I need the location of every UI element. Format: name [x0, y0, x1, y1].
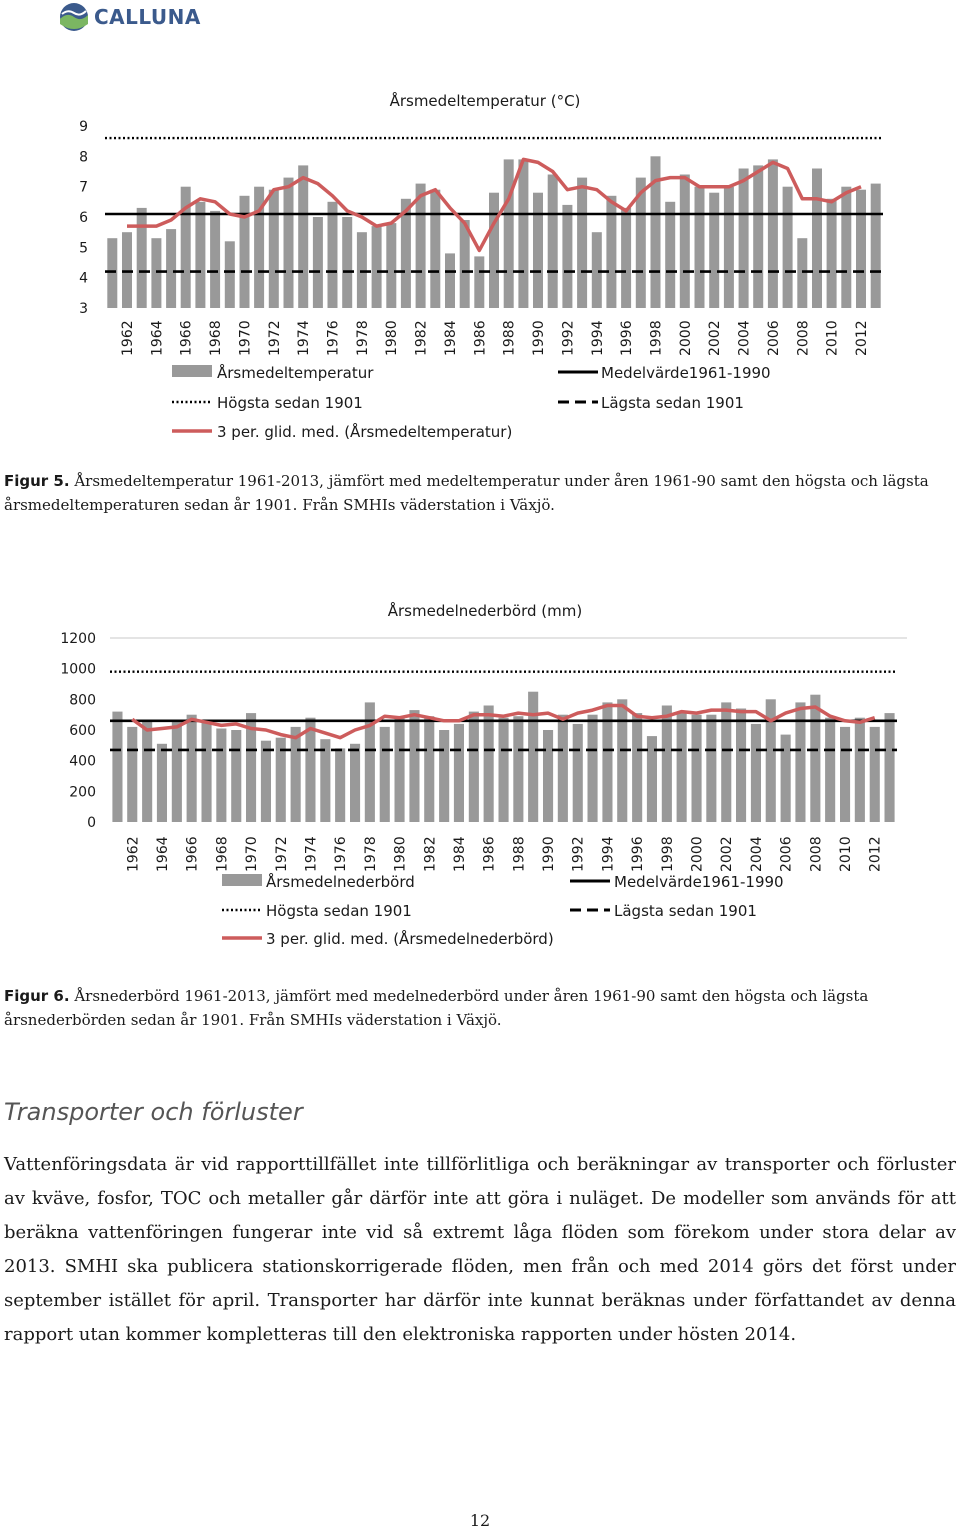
- x-tick-label: 1990: [531, 320, 547, 356]
- bar-1992: [573, 724, 583, 822]
- x-tick-label: 2000: [677, 320, 694, 356]
- x-tick-label: 1962: [125, 836, 142, 872]
- x-tick-label: 1996: [630, 836, 647, 872]
- x-tick-label: 2000: [689, 836, 706, 872]
- bar-1976: [335, 748, 345, 822]
- bar-1972: [269, 190, 279, 308]
- figure-5-label: Figur 5.: [4, 472, 70, 490]
- bar-1969: [231, 730, 241, 822]
- bar-1994: [592, 232, 602, 308]
- section-heading: Transporter och förluster: [4, 1098, 303, 1126]
- x-tick-label: 1990: [541, 836, 557, 872]
- x-tick-label: 1962: [120, 320, 136, 356]
- bar-1987: [499, 718, 509, 822]
- x-tick-label: 1980: [384, 320, 401, 356]
- legend-label: Årsmedeltemperatur: [217, 364, 374, 382]
- x-tick-label: 1978: [354, 320, 371, 356]
- y-tick-label: 6: [79, 210, 88, 226]
- legend-item: [558, 364, 771, 382]
- x-tick-label: 1992: [560, 320, 577, 356]
- temperature-chart: [0, 80, 960, 525]
- bar-1967: [202, 722, 212, 822]
- bar-2004: [751, 724, 761, 822]
- x-tick-label: 1984: [452, 836, 468, 872]
- bar-1966: [187, 715, 197, 822]
- y-tick-label: 200: [69, 784, 96, 801]
- legend-item: [558, 394, 744, 412]
- figure-6-label: Figur 6.: [4, 987, 70, 1005]
- bar-1979: [372, 226, 382, 308]
- x-tick-label: 1972: [266, 320, 283, 356]
- legend-item: [172, 422, 512, 441]
- legend-label: Medelvärde1961-1990: [601, 364, 771, 382]
- bar-1978: [357, 232, 367, 308]
- x-tick-label: 2004: [748, 836, 765, 872]
- bar-1979: [380, 727, 390, 822]
- x-tick-label: 1970: [237, 320, 254, 356]
- precipitation-chart: [0, 590, 960, 975]
- bar-2000: [692, 715, 702, 822]
- bar-1993: [577, 178, 587, 308]
- page-number: 12: [469, 1511, 491, 1530]
- bar-2009: [812, 169, 822, 309]
- y-tick-label: 600: [69, 723, 96, 739]
- y-tick-label: 7: [79, 179, 88, 196]
- legend-label: Medelvärde1961-1990: [614, 873, 784, 891]
- section-body: Vattenföringsdata är vid rapporttillfället inte tillförlitliga och beräkningar av transporter och förluster av kväve, fosfor, TOC och metaller går därför inte att göra i nuläget. De modeller som används för att beräkna vattenföringen fungerar inte vid så extremt låga flöden som förekom under stora delar av 2013. SMHI ska publicera stationskorrigerade flöden, men från och med 2014 görs det först under september istället för april. Transporter har därför inte kunnat beräknas under författandet av denna rapport utan kommer kompletteras till den elektroniska rapporten under hösten 2014.: [4, 1154, 956, 1345]
- bar-1970: [240, 196, 250, 308]
- bar-1995: [606, 196, 616, 308]
- calluna-logo: [58, 2, 201, 32]
- legend-label: Högsta sedan 1901: [217, 394, 363, 412]
- bar-2001: [695, 187, 705, 308]
- bar-1990: [543, 730, 553, 822]
- calluna-logo-icon: [58, 2, 90, 32]
- x-tick-label: 1964: [149, 320, 166, 356]
- legend-symbol-bar: [172, 365, 212, 377]
- bar-1969: [225, 241, 235, 308]
- bar-2007: [783, 187, 793, 308]
- legend-item: [222, 902, 412, 920]
- chart-title: Årsmedeltemperatur (°C): [389, 92, 581, 110]
- legend-label: Lägsta sedan 1901: [614, 902, 757, 920]
- bar-1977: [350, 744, 360, 822]
- x-tick-label: 1980: [392, 836, 409, 872]
- legend-item: [570, 873, 784, 891]
- y-tick-label: 1200: [60, 631, 96, 647]
- x-tick-label: 1966: [184, 836, 201, 872]
- x-tick-label: 1996: [619, 320, 636, 356]
- legend-label: 3 per. glid. med. (Årsmedelnederbörd): [266, 930, 554, 948]
- bar-1976: [328, 202, 338, 308]
- bar-1981: [409, 710, 419, 822]
- bar-1986: [484, 706, 494, 823]
- bar-1968: [210, 211, 220, 308]
- figure-6-caption-text: Årsnederbörd 1961-2013, jämfört med medelnederbörd under åren 1961-90 samt den högsta och lägsta årsnederbörden sedan år 1901. Från SMHIs väderstation i Växjö.: [4, 987, 869, 1029]
- bar-1988: [513, 716, 523, 822]
- legend-item: [222, 872, 415, 891]
- bar-1989: [528, 692, 538, 822]
- bar-1991: [548, 175, 558, 309]
- bar-2001: [706, 715, 716, 822]
- x-tick-label: 1966: [178, 320, 195, 356]
- bar-1983: [439, 730, 449, 822]
- x-tick-label: 1986: [472, 320, 489, 356]
- y-tick-label: 9: [79, 119, 88, 135]
- bar-1999: [665, 202, 675, 308]
- legend-label: 3 per. glid. med. (Årsmedeltemperatur): [217, 423, 513, 441]
- bar-1963: [137, 208, 147, 308]
- bar-1964: [151, 238, 161, 308]
- bar-1987: [489, 193, 499, 308]
- x-tick-label: 1964: [155, 836, 171, 872]
- bar-2003: [724, 187, 734, 308]
- y-tick-label: 1000: [60, 661, 96, 678]
- y-tick-label: 0: [87, 815, 96, 831]
- bar-2012: [870, 727, 880, 822]
- x-tick-label: 2004: [736, 320, 753, 356]
- bar-1982: [424, 716, 434, 822]
- bar-1999: [677, 712, 687, 822]
- y-tick-label: 5: [79, 240, 88, 257]
- x-tick-label: 2006: [778, 836, 795, 872]
- bar-2006: [768, 159, 778, 308]
- bar-2005: [753, 165, 763, 308]
- y-tick-label: 8: [79, 149, 88, 166]
- bar-1990: [533, 193, 543, 308]
- bar-2011: [841, 187, 851, 308]
- x-tick-label: 1986: [481, 836, 498, 872]
- y-tick-label: 4: [79, 270, 88, 287]
- legend-item: [570, 902, 757, 920]
- bar-1984: [454, 724, 464, 822]
- x-tick-label: 2006: [765, 320, 782, 356]
- bar-1984: [445, 253, 455, 308]
- y-tick-label: 400: [69, 753, 96, 770]
- bar-1986: [474, 256, 484, 308]
- bar-1993: [588, 715, 598, 822]
- bar-1975: [313, 217, 323, 308]
- x-tick-label: 1972: [273, 836, 290, 872]
- bar-1974: [298, 165, 308, 308]
- bar-1975: [320, 739, 330, 822]
- bar-2011: [855, 718, 865, 822]
- bar-2009: [825, 718, 835, 822]
- bar-1988: [504, 159, 514, 308]
- x-tick-label: 2012: [854, 320, 870, 356]
- bar-1977: [342, 217, 352, 308]
- bar-2002: [709, 193, 719, 308]
- bar-1992: [562, 205, 572, 308]
- bar-2013: [871, 184, 881, 308]
- x-tick-label: 1968: [208, 320, 225, 356]
- x-tick-label: 1976: [325, 320, 342, 356]
- x-tick-label: 2008: [795, 320, 812, 356]
- legend-item: [172, 363, 374, 382]
- bar-1985: [469, 712, 479, 822]
- x-tick-label: 1976: [333, 836, 350, 872]
- bar-1980: [386, 223, 396, 308]
- x-tick-label: 1970: [244, 836, 261, 872]
- bar-1989: [518, 159, 528, 308]
- x-tick-label: 1998: [659, 836, 676, 872]
- bar-1991: [558, 715, 568, 822]
- figure-6-caption: [4, 984, 944, 1032]
- figure-5-caption: [4, 469, 944, 517]
- bar-1973: [291, 727, 301, 822]
- legend-item: [172, 394, 363, 412]
- bar-1996: [632, 713, 642, 822]
- bar-1980: [395, 718, 405, 822]
- chart-title: Årsmedelnederbörd (mm): [387, 602, 583, 620]
- bar-2013: [885, 713, 895, 822]
- x-tick-label: 1974: [303, 836, 320, 872]
- x-tick-label: 1988: [501, 320, 518, 356]
- y-tick-label: 3: [79, 301, 88, 317]
- figure-5-caption-text: Årsmedeltemperatur 1961-2013, jämfört med medeltemperatur under åren 1961-90 samt den högsta och lägsta årsmedeltemperaturen sedan år 1901. Från SMHIs väderstation i Växjö.: [4, 472, 929, 514]
- bar-2006: [781, 735, 791, 822]
- x-tick-label: 2010: [838, 836, 854, 872]
- bar-2000: [680, 175, 690, 309]
- x-tick-label: 1984: [443, 320, 459, 356]
- x-tick-label: 2012: [867, 836, 884, 872]
- bar-2010: [840, 727, 850, 822]
- x-tick-label: 1982: [422, 836, 439, 872]
- bar-1982: [416, 184, 426, 308]
- x-tick-label: 1994: [600, 836, 617, 872]
- x-tick-label: 1978: [362, 836, 379, 872]
- bar-1996: [621, 208, 631, 308]
- bar-1964: [157, 744, 167, 822]
- x-tick-label: 1968: [214, 836, 231, 872]
- x-tick-label: 2010: [824, 320, 841, 356]
- bar-1962: [122, 232, 132, 308]
- x-tick-label: 1998: [648, 320, 665, 356]
- x-tick-label: 1994: [589, 320, 606, 356]
- bar-1962: [127, 727, 137, 822]
- bar-1965: [166, 229, 176, 308]
- legend-item: [222, 929, 554, 948]
- x-tick-label: 1988: [511, 836, 528, 872]
- x-tick-label: 1982: [413, 320, 430, 356]
- bar-2003: [736, 709, 746, 823]
- bar-1967: [195, 202, 205, 308]
- bar-1965: [172, 721, 182, 822]
- x-tick-label: 2008: [808, 836, 825, 872]
- legend-symbol-bar: [222, 874, 262, 886]
- x-tick-label: 1974: [296, 320, 313, 356]
- bar-1983: [430, 190, 440, 308]
- logo-text: CALLUNA: [94, 5, 201, 29]
- bar-1973: [284, 178, 294, 308]
- bar-1963: [142, 721, 152, 822]
- bar-1968: [216, 729, 226, 823]
- bar-2004: [739, 169, 749, 309]
- bar-1971: [261, 741, 271, 822]
- bar-1974: [305, 718, 315, 822]
- x-tick-label: 2002: [719, 836, 736, 872]
- bar-1995: [617, 699, 627, 822]
- legend-label: Årsmedelnederbörd: [266, 873, 415, 891]
- bar-1961: [112, 712, 122, 822]
- x-tick-label: 2002: [707, 320, 724, 356]
- bar-1961: [107, 238, 117, 308]
- y-tick-label: 800: [69, 692, 96, 709]
- bar-1998: [662, 706, 672, 823]
- legend-label: Lägsta sedan 1901: [601, 394, 744, 412]
- bar-2012: [856, 190, 866, 308]
- legend-label: Högsta sedan 1901: [266, 902, 412, 920]
- bar-2008: [810, 695, 820, 822]
- x-tick-label: 1992: [570, 836, 587, 872]
- bar-2008: [797, 238, 807, 308]
